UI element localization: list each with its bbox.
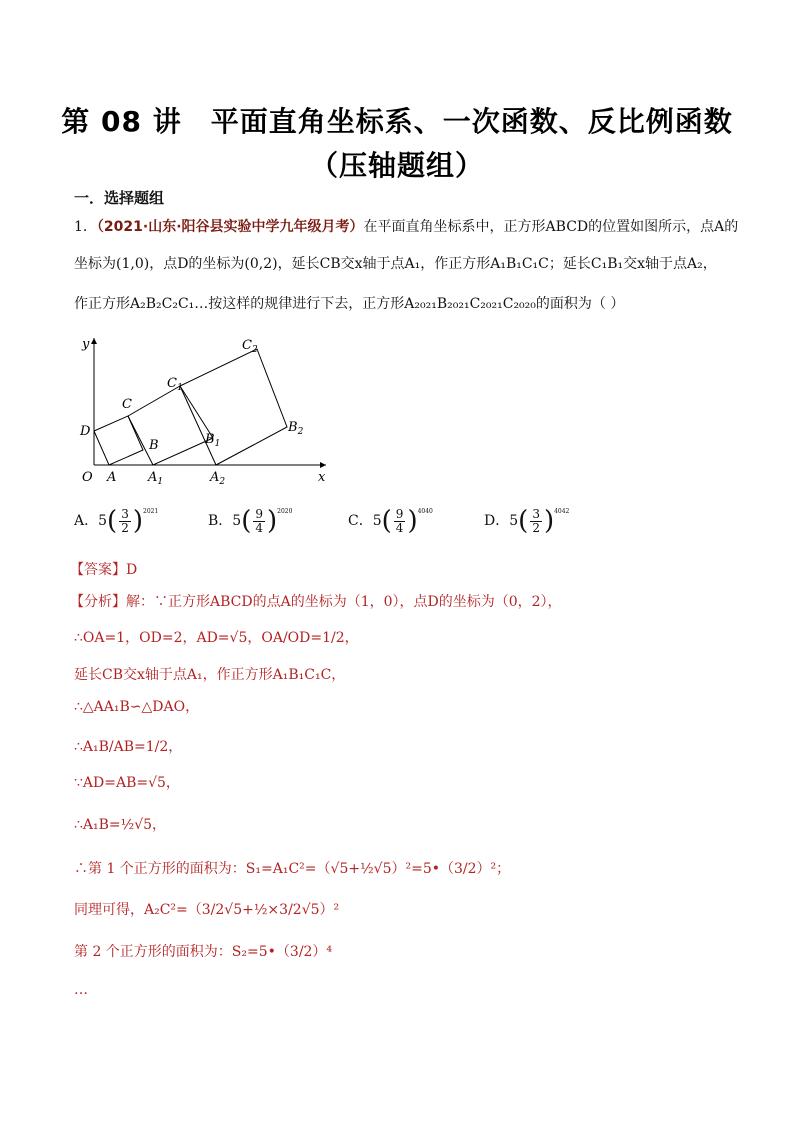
analysis-line-9: 同理可得，A₂C²=（3/2√5+½×3/2√5）² [74, 902, 340, 918]
analysis-line-8: ∴第 1 个正方形的面积为：S₁=A₁C²=（√5+½√5）²=5•（3/2）²； [74, 861, 511, 877]
answer-line [70, 560, 137, 580]
label-a: A [107, 470, 117, 485]
coordinate-figure [74, 332, 344, 492]
question-line-2: 坐标为(1,0)，点D的坐标为(0,2)，延长CB交x轴于点A₁，作正方形A₁B₁C₁C；延长C₁B₁交x轴于点A₂， [74, 256, 717, 272]
label-c: C [122, 397, 132, 412]
analysis-line-3: 延长CB交x轴于点A₁，作正方形A₁B₁C₁C， [74, 667, 346, 683]
label-b2: $B_2$ [288, 420, 304, 437]
label-o: O [82, 470, 93, 485]
analysis-line-5: ∴A₁B/AB=1/2， [74, 739, 183, 755]
square-1 [128, 386, 213, 465]
label-b: B [149, 438, 159, 453]
question-line-3: 作正方形A₂B₂C₂C₁…按这样的规律进行下去，正方形A₂₀₂₁B₂₀₂₁C₂₀₂₁C₂₀₂₀的面积为（ ） [74, 296, 625, 312]
label-y: y [82, 337, 90, 352]
answer-tag: 【答案】 [70, 562, 126, 578]
page-title: 第 08 讲 平面直角坐标系、一次函数、反比例函数 [61, 105, 733, 138]
option-c[interactable]: C．5( $\frac{9}{4}$ )$^{4040}$ [348, 506, 433, 536]
analysis-line-2: ∴OA=1，OD=2，AD=√5，OA/OD=1/2， [74, 630, 359, 646]
label-x: x [318, 470, 326, 485]
label-c1: $C_1$ [167, 376, 183, 393]
square-abcd [94, 416, 143, 465]
square-2 [180, 349, 287, 465]
analysis-line-7: ∴A₁B=½√5， [74, 817, 167, 833]
question-source: （2021·山东·阳谷县实验中学九年级月考） [96, 219, 364, 235]
question-number: 1． [74, 219, 97, 235]
label-a2: $A_2$ [210, 470, 226, 487]
label-a1: $A_1$ [148, 470, 164, 487]
analysis-tag: 【分析】 [70, 594, 126, 610]
question-text-1: 在平面直角坐标系中，正方形ABCD的位置如图所示，点A的 [363, 219, 739, 235]
label-b1: $B_1$ [205, 432, 221, 449]
label-c2: $C_2$ [242, 338, 258, 355]
analysis-line-10: 第 2 个正方形的面积为：S₂=5•（3/2）⁴ [74, 944, 333, 960]
label-d: D [80, 424, 91, 439]
analysis-line-11: … [74, 982, 88, 998]
answer-value: D [126, 562, 138, 578]
option-d[interactable]: D．5( $\frac{3}{2}$ )$^{4042}$ [484, 506, 570, 536]
section-heading: 一．选择题组 [74, 189, 165, 207]
option-b[interactable]: B．5( $\frac{9}{4}$ )$^{2020}$ [208, 506, 293, 536]
analysis-line-4: ∴△AA₁B∽△DAO， [74, 699, 200, 715]
option-a[interactable]: A．5( $\frac{3}{2}$ )$^{2021}$ [74, 506, 159, 536]
page-subtitle: （压轴题组） [309, 149, 484, 182]
analysis-line-1: 【分析】解：∵正方形ABCD的点A的坐标为（1，0），点D的坐标为（0，2）， [70, 594, 562, 610]
question-line-1 [74, 217, 738, 237]
analysis-line-6: ∵AD=AB=√5， [74, 775, 180, 791]
